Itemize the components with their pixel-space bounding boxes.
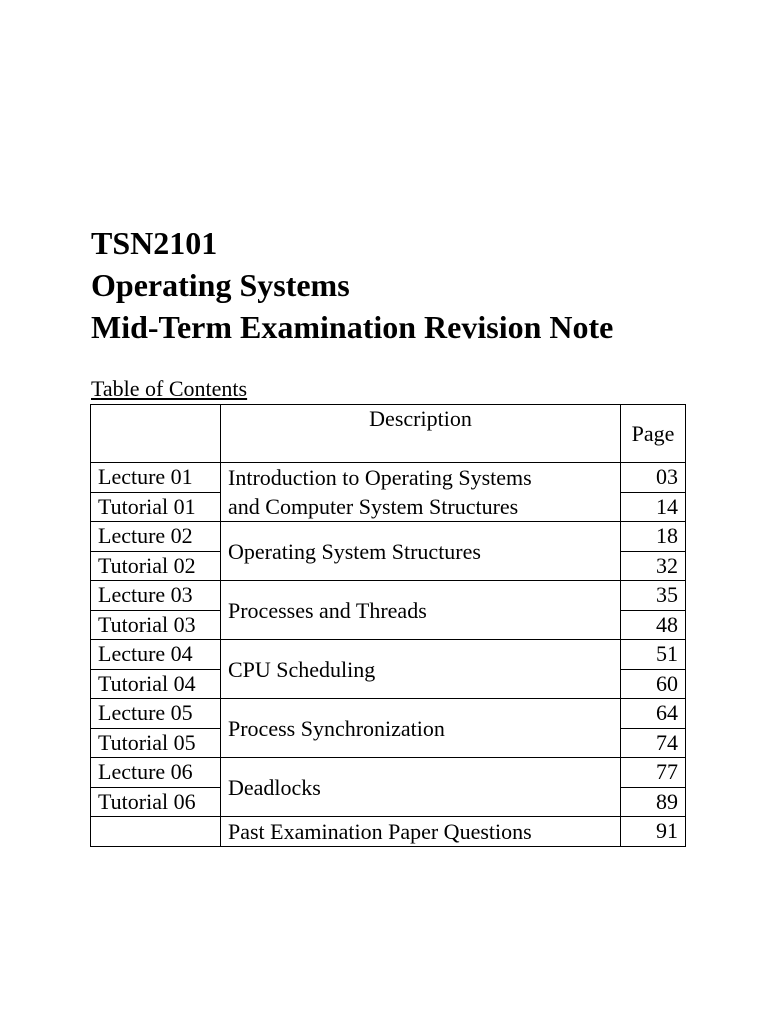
document-subtitle: Mid-Term Examination Revision Note [91,309,614,345]
table-row [91,581,686,611]
tutorial-cell: Tutorial 03 [91,610,221,640]
lecture-cell: Lecture 06 [91,758,221,788]
table-of-contents [90,404,686,847]
header-page: Page [621,405,686,463]
course-code: TSN2101 [91,225,218,261]
toc-heading: Table of Contents [91,376,248,401]
description-cell [221,463,621,522]
tutorial-cell: Tutorial 05 [91,728,221,758]
empty-cell [91,817,221,847]
description-cell: Processes and Threads [221,581,621,640]
table-row [91,522,686,552]
description-cell: Past Examination Paper Questions [221,817,621,847]
page-cell: 64 [621,699,686,729]
page-cell: 74 [621,728,686,758]
page-cell: 77 [621,758,686,788]
page-cell: 60 [621,669,686,699]
page-cell: 03 [621,463,686,493]
tutorial-cell: Tutorial 06 [91,787,221,817]
page-cell: 18 [621,522,686,552]
description-cell: CPU Scheduling [221,640,621,699]
description-line: and Computer System Structures [228,494,519,519]
table-header-row [91,405,686,463]
page-cell: 14 [621,492,686,522]
table-row [91,817,686,847]
course-name: Operating Systems [91,267,350,303]
description-cell: Deadlocks [221,758,621,817]
page-cell: 91 [621,817,686,847]
description-line: Introduction to Operating Systems [228,465,532,490]
header-description: Description [221,405,621,463]
lecture-cell: Lecture 01 [91,463,221,493]
tutorial-cell: Tutorial 01 [91,492,221,522]
page-cell: 32 [621,551,686,581]
description-cell: Process Synchronization [221,699,621,758]
tutorial-cell: Tutorial 02 [91,551,221,581]
tutorial-cell: Tutorial 04 [91,669,221,699]
lecture-cell: Lecture 04 [91,640,221,670]
lecture-cell: Lecture 05 [91,699,221,729]
table-row [91,699,686,729]
page-cell: 48 [621,610,686,640]
page-cell: 35 [621,581,686,611]
lecture-cell: Lecture 03 [91,581,221,611]
page-cell: 51 [621,640,686,670]
description-cell: Operating System Structures [221,522,621,581]
header-empty-cell [91,405,221,463]
table-row [91,758,686,788]
table-row [91,463,686,493]
lecture-cell: Lecture 02 [91,522,221,552]
table-row [91,640,686,670]
page-cell: 89 [621,787,686,817]
page-title [91,222,613,348]
